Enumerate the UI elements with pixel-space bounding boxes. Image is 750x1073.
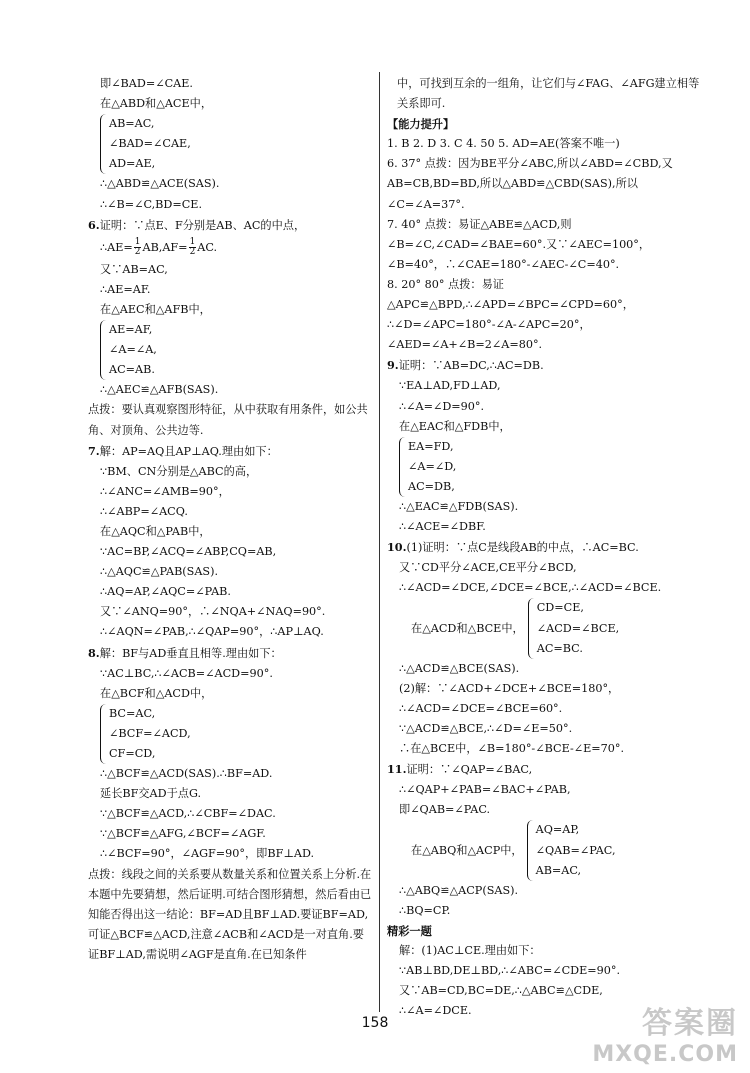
text-line: ∴△ACD≌△BCE(SAS). bbox=[399, 661, 520, 675]
question-number: 9. bbox=[387, 358, 399, 373]
text-line: ∴∠B=∠C,BD=CE. bbox=[100, 197, 203, 211]
condition-line: CD=CE, bbox=[536, 601, 584, 615]
text-line: ∵EA⊥AD,FD⊥AD, bbox=[399, 379, 501, 393]
text-line: ∴∠ACD=∠DCE=∠BCE=60°. bbox=[399, 701, 563, 715]
condition-line: AD=AE, bbox=[109, 157, 156, 171]
condition-line: BC=AC, bbox=[109, 706, 156, 720]
page-number: 158 bbox=[361, 1015, 389, 1031]
condition-line: ∠BCF=∠ACD, bbox=[109, 726, 191, 740]
fraction-half: $\frac{1}{2}$ bbox=[189, 237, 196, 258]
section-heading: 【能力提升】 bbox=[387, 117, 455, 132]
text-line: 在△AEC和△AFB中， bbox=[100, 302, 211, 316]
text-line: ∴AQ=AP,∠AQC=∠PAB. bbox=[100, 585, 231, 599]
text-line: 延长BF交AD于点G. bbox=[100, 787, 202, 801]
question-number: 10. bbox=[387, 540, 407, 555]
condition-line: AC=AB. bbox=[109, 363, 155, 377]
text-line: ∵AC=BP,∠ACQ=∠ABP,CQ=AB, bbox=[100, 545, 277, 559]
condition-line: ∠QAB=∠PAC, bbox=[535, 843, 616, 857]
left-column bbox=[88, 74, 374, 965]
question-number: 8. bbox=[88, 645, 100, 660]
watermark-brand: 答案圈 bbox=[642, 1006, 738, 1041]
text-line: 即∠QAB=∠PAC. bbox=[399, 803, 491, 817]
text-line: ∴∠A=∠DCE. bbox=[399, 1004, 472, 1018]
question-10: 10.(1)证明：∵点C是线段AB的中点，∴AC=BC. bbox=[387, 540, 639, 555]
text-line: 又∵AB=CD,BC=DE,∴△ABC≌△CDE, bbox=[399, 984, 603, 998]
condition-brace bbox=[527, 820, 616, 880]
condition-line: AB=AC, bbox=[535, 863, 582, 877]
text-line: ∴∠QAP+∠PAB=∠BAC+∠PAB, bbox=[399, 783, 571, 797]
condition-brace bbox=[528, 598, 619, 658]
section-heading: 精彩一题 bbox=[387, 923, 432, 938]
inline-brace-block: 在△ACD和△BCE中， CD=CE, ∠ACD=∠BCE, AC=BC. bbox=[411, 598, 705, 658]
condition-line: AB=AC, bbox=[109, 117, 155, 131]
text-line: ∴AE=AF. bbox=[100, 282, 151, 296]
text-line: ∴△BCF≌△ACD(SAS).∴BF=AD. bbox=[100, 767, 273, 781]
brace-mark bbox=[399, 437, 406, 497]
question-number: 6. bbox=[88, 217, 100, 232]
text-line: 在△BCF和△ACD中， bbox=[100, 686, 213, 700]
text-line: 在△AQC和△PAB中， bbox=[100, 524, 211, 538]
text-line: 在△EAC和△FDB中， bbox=[399, 419, 511, 433]
text-line: 又∵∠ANQ=90°，∴∠NQA+∠NAQ=90°. bbox=[100, 605, 326, 619]
answer-paragraph: 7. 40° 点拨：易证△ABE≌△ACD,则∠B=∠C,∠CAD=∠BAE=60°.又∵∠AEC=100°，∠B=40°，∴∠CAE=180°-∠AEC-∠C=40°. bbox=[387, 217, 651, 271]
text-line: ∵△ACD≌△BCE,∴∠D=∠E=50°. bbox=[399, 722, 573, 735]
condition-line: AC=DB, bbox=[408, 479, 455, 493]
text-line: ∴△ABD≌△ACE(SAS). bbox=[100, 177, 220, 191]
condition-line: AC=BC. bbox=[536, 641, 583, 655]
text-line: 即∠BAD=∠CAE. bbox=[100, 77, 193, 90]
text-line: 又∵CD平分∠ACE,CE平分∠BCD, bbox=[399, 561, 577, 575]
text-line: ∴∠ABP=∠ACQ. bbox=[100, 504, 188, 518]
brace-mark bbox=[527, 820, 534, 880]
text-line: ∴△AEC≌△AFB(SAS). bbox=[100, 383, 219, 397]
tip-paragraph: 点拨：要认真观察图形特征，从中获取有用条件，如公共角、对顶角、公共边等. bbox=[88, 403, 368, 437]
watermark-url: MXQE.COM bbox=[592, 1042, 738, 1067]
condition-brace bbox=[100, 320, 374, 380]
brace-mark bbox=[100, 114, 107, 174]
continued-paragraph: 中，可找到互余的一组角，让它们与∠FAG、∠AFG建立相等关系即可. bbox=[397, 77, 700, 111]
text-line: ∴∠A=∠D=90°. bbox=[399, 399, 485, 413]
condition-line: ∠BAD=∠CAE, bbox=[109, 137, 191, 151]
column-divider bbox=[379, 72, 380, 1012]
question-6: 6.证明：∵点E、F分别是AB、AC的中点， bbox=[88, 217, 306, 232]
text-line: ∵△BCF≌△AFG,∠BCF=∠AGF. bbox=[100, 827, 266, 841]
answer-line: 1. B 2. D 3. C 4. 50 5. AD=AE(答案不唯一) bbox=[387, 137, 620, 151]
fraction-line: ∴AE= $\frac{1}{2}$ AB,AF= $\frac{1}{2}$ AC. bbox=[100, 237, 218, 258]
answer-paragraph: 8. 20° 80° 点拨：易证△APC≌△BPD,∴∠APD=∠BPC=∠CPD=60°，∴∠D=∠APC=180°-∠A-∠APC=20°，∠AED=∠A+∠B=2∠A=80°. bbox=[387, 277, 634, 352]
question-number: 11. bbox=[387, 762, 407, 777]
text-line: ∴△ABQ≌△ACP(SAS). bbox=[399, 883, 519, 897]
text-line: ∴∠ANC=∠AMB=90°， bbox=[100, 484, 230, 498]
question-7: 7.解：AP=AQ且AP⊥AQ.理由如下： bbox=[88, 443, 278, 458]
text-line: 又∵AB=AC, bbox=[100, 262, 168, 276]
text-line: (2)解：∵∠ACD+∠DCE+∠BCE=180°， bbox=[399, 681, 620, 695]
condition-line: AE=AF, bbox=[109, 323, 153, 337]
condition-brace bbox=[100, 114, 374, 174]
brace-mark bbox=[100, 704, 107, 764]
text-line: ∵△BCF≌△ACD,∴∠CBF=∠DAC. bbox=[100, 807, 276, 821]
answer-paragraph: 6. 37° 点拨：因为BE平分∠ABC,所以∠ABD=∠CBD,又AB=CB,BD=BD,所以△ABD≌△CBD(SAS),所以∠C=∠A=37°. bbox=[387, 157, 673, 211]
text-line: 解：(1)AC⊥CE.理由如下： bbox=[399, 944, 541, 958]
text-line: ∵AB⊥BD,DE⊥BD,∴∠ABC=∠CDE=90°. bbox=[399, 964, 621, 978]
condition-brace bbox=[100, 704, 374, 764]
brace-mark bbox=[528, 598, 535, 658]
brace-mark bbox=[100, 320, 107, 380]
fraction-half: $\frac{1}{2}$ bbox=[134, 237, 141, 258]
text-line: 在△ABD和△ACE中， bbox=[100, 97, 213, 111]
tip-paragraph: 点拨：线段之间的关系要从数量关系和位置关系上分析.在本题中先要猜想，然后证明.可结合图形猜想，然后看由已知能否得出这一结论：BF=AD且BF⊥AD.要证BF=AD,可证△BCF≌△ACD,注意∠ACB和∠ACD是一对直角.要证BF⊥AD,需说明∠AGF是直角.在已知条件 bbox=[88, 867, 372, 961]
text-line: ∵AC⊥BC,∴∠ACB=∠ACD=90°. bbox=[100, 666, 273, 680]
text-line: ∴∠ACD=∠DCE,∠DCE=∠BCE,∴∠ACD=∠BCE. bbox=[399, 581, 662, 595]
condition-line: EA=FD, bbox=[408, 439, 454, 453]
question-11: 11.证明：∵∠QAP=∠BAC, bbox=[387, 762, 533, 777]
question-number: 7. bbox=[88, 443, 100, 458]
condition-line: ∠ACD=∠BCE, bbox=[536, 621, 620, 635]
text-line: ∴△AQC≌△PAB(SAS). bbox=[100, 565, 219, 579]
condition-line: ∠A=∠A, bbox=[109, 343, 157, 357]
inline-brace-block: 在△ABQ和△ACP中， AQ=AP, ∠QAB=∠PAC, AB=AC, bbox=[411, 820, 705, 880]
text-line: ∴∠AQN=∠PAB,∴∠QAP=90°，∴AP⊥AQ. bbox=[100, 625, 324, 639]
text-line: ∴BQ=CP. bbox=[399, 903, 451, 917]
right-column bbox=[387, 74, 705, 1021]
text-line: ∵BM、CN分别是△ABC的高， bbox=[100, 464, 258, 478]
text-line: ∴∠BCF=90°，∠AGF=90°，即BF⊥AD. bbox=[100, 847, 315, 861]
condition-line: CF=CD, bbox=[109, 747, 156, 760]
condition-line: AQ=AP, bbox=[535, 823, 580, 837]
condition-line: ∠A=∠D, bbox=[408, 459, 457, 473]
watermark-logo bbox=[592, 998, 738, 1067]
question-9: 9.证明：∵AB=DC,∴AC=DB. bbox=[387, 358, 544, 373]
text-line: ∴在△BCE中，∠B=180°-∠BCE-∠E=70°. bbox=[399, 742, 625, 756]
text-line: ∴∠ACE=∠DBF. bbox=[399, 520, 486, 534]
condition-brace bbox=[399, 437, 705, 497]
question-8: 8.解：BF与AD垂直且相等.理由如下： bbox=[88, 645, 282, 660]
text-line: ∴△EAC≌△FDB(SAS). bbox=[399, 499, 519, 513]
